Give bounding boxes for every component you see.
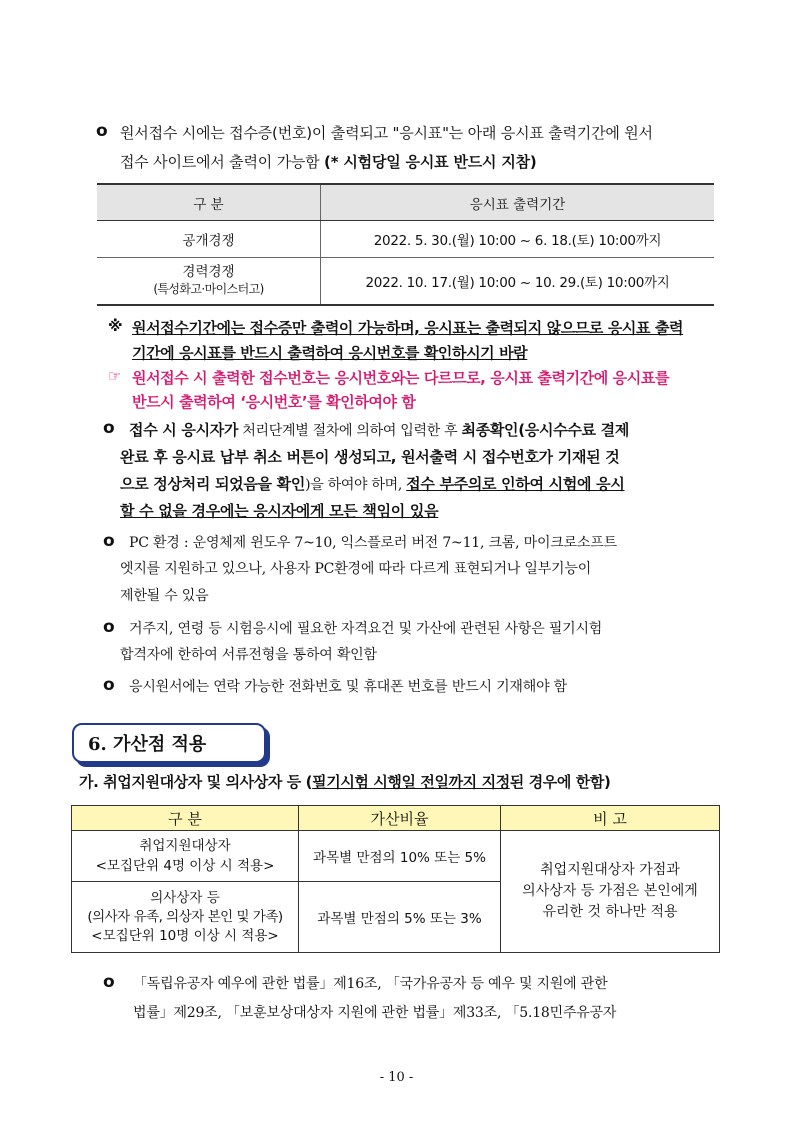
- bullet4-line-1: 응시원서에는 연락 가능한 전화번호 및 휴대폰 번호를 반드시 기재해야 함: [129, 679, 567, 695]
- row-category-note: <모집단위 4명 이상 시 적용>: [95, 858, 275, 874]
- law-line-1: 「독립유공자 예우에 관한 법률」제16조, 「국가유공자 등 예우 및 지원에 관한: [133, 976, 608, 992]
- intro-line-2-text: 접수 사이트에서 출력이 가능함: [120, 153, 325, 171]
- note-mark: ※: [108, 317, 123, 335]
- section-title: 6. 가산점 적용: [88, 734, 207, 755]
- bullet-mark: o: [103, 617, 115, 637]
- bullet2-line-1: PC 환경 : 운영체제 윈도우 7~10, 익스플로러 버전 7~11, 크롬, 마이크로소프트: [129, 535, 617, 551]
- row-category: 의사상자 등: [150, 889, 220, 906]
- bullet3-line-2: 합격자에 한하여 서류전형을 통하여 확인함: [120, 647, 377, 663]
- table-header-category: 구 분: [97, 184, 321, 221]
- bullet2-line-3: 제한될 수 있음: [120, 588, 209, 604]
- row-category-sub: (특성화고·마이스터고): [153, 282, 264, 296]
- bullet3-line-1: 거주지, 연령 등 시험응시에 필요한 자격요건 및 가산에 관련된 사항은 필기시험: [129, 621, 603, 637]
- note1-line-1: 원서접수기간에는 접수증만 출력이 가능하며, 응시표는 출력되지 않으므로 응시표 출력: [132, 319, 684, 337]
- bullet-mark: o: [103, 675, 115, 695]
- bullet1-line-1: [129, 419, 629, 440]
- law-line-2: 법률」제29조, 「보훈보상대상자 지원에 관한 법률」제33조, 「5.18민주유공자: [133, 1005, 617, 1021]
- bullet1-line-3: [120, 473, 625, 494]
- row-category: 공개경쟁: [97, 221, 321, 258]
- bullet1-text-f: )을 하여야 하며,: [305, 477, 407, 493]
- subheading-b: 필기시험 시행일 전일까지 지정: [312, 773, 510, 791]
- bullet-mark: o: [103, 418, 115, 438]
- row-rate: 과목별 만점의 10% 또는 5%: [299, 831, 501, 882]
- row-category-note: (의사자 유족, 의상자 본인 및 가족): [87, 908, 283, 925]
- subheading-a: 가. 취업지원대상자 및 의사상자 등 (: [79, 773, 313, 791]
- row-rate: 과목별 만점의 5% 또는 3%: [299, 882, 501, 953]
- bullet1-bold-c: 최종확인: [461, 421, 519, 439]
- section-subheading: [79, 771, 610, 792]
- row-period: 2022. 5. 30.(월) 10:00 ~ 6. 18.(토) 10:00까지: [321, 221, 715, 258]
- row-category-cell: [97, 258, 321, 306]
- table-header-category: 구 분: [72, 806, 299, 831]
- table-header-remark: 비 고: [501, 806, 720, 831]
- row-category-cell: [72, 882, 299, 953]
- bullet2-line-2: 엣지를 지원하고 있으나, 사용자 PC환경에 따라 다르게 표현되거나 일부기능이: [120, 561, 592, 577]
- bullet-mark: o: [96, 121, 108, 141]
- bullet-mark: o: [103, 972, 115, 992]
- row-category-cell: [72, 831, 299, 882]
- subheading-c: 된 경우에 한함): [509, 773, 611, 791]
- bullet1-text-b: 처리단계별 절차에 의하여 입력한 후: [238, 423, 462, 439]
- remark-line-2: 의사상자 등 가점은 본인에게: [522, 883, 698, 899]
- bullet1-bold-d: (응시수수료 결제: [518, 421, 630, 439]
- intro-line-2-bold: (* 시험당일 응시표 반드시 지참): [324, 153, 537, 171]
- table-row: [97, 221, 714, 258]
- bullet-mark: o: [103, 531, 115, 551]
- table-header-period: 응시표 출력기간: [321, 184, 715, 221]
- bullet1-underline-g: 접수 부주의로 인하여 시험에 응시: [406, 475, 625, 493]
- note2-line-2: 반드시 출력하여 ‘응시번호’를 확인하여야 함: [132, 393, 416, 411]
- admission-ticket-period-table: [97, 183, 714, 306]
- row-category-note-2: <모집단위 10명 이상 시 적용>: [91, 927, 279, 944]
- remark-line-1: 취업지원대상자 가점과: [540, 862, 680, 878]
- page-number: - 10 -: [379, 1070, 414, 1085]
- pointing-hand-icon: ☞: [108, 367, 122, 385]
- bullet1-bold-e: 으로 정상처리 되었음을 확인: [120, 475, 306, 493]
- row-category: 경력경쟁: [182, 264, 235, 280]
- remark-line-3: 유리한 것 하나만 적용: [542, 904, 678, 920]
- note2-line-1: 원서접수 시 출력한 접수번호는 응시번호와는 다르므로, 응시표 출력기간에 응시표를: [132, 369, 670, 387]
- intro-line-2: [120, 151, 537, 172]
- table-row: [72, 831, 720, 882]
- row-period: 2022. 10. 17.(월) 10:00 ~ 10. 29.(토) 10:00까지: [321, 258, 715, 306]
- table-row: [97, 258, 714, 306]
- table-header-rate: 가산비율: [299, 806, 501, 831]
- intro-line-1: 원서접수 시에는 접수증(번호)이 출력되고 "응시표"는 아래 응시표 출력기간에 원서: [120, 124, 653, 142]
- bullet1-line-4: 할 수 없을 경우에는 응시자에게 모든 책임이 있음: [120, 502, 439, 520]
- row-category: 취업지원대상자: [139, 838, 231, 854]
- remark-cell: [501, 831, 720, 953]
- bullet1-bold-a: 접수 시 응시자가: [129, 421, 239, 439]
- bullet1-line-2: 완료 후 응시료 납부 취소 버튼이 생성되고, 원서출력 시 접수번호가 기재된 것: [120, 448, 620, 466]
- note1-line-2: 기간에 응시표를 반드시 출력하여 응시번호를 확인하시기 바람: [132, 344, 528, 362]
- bonus-points-table: [71, 805, 720, 953]
